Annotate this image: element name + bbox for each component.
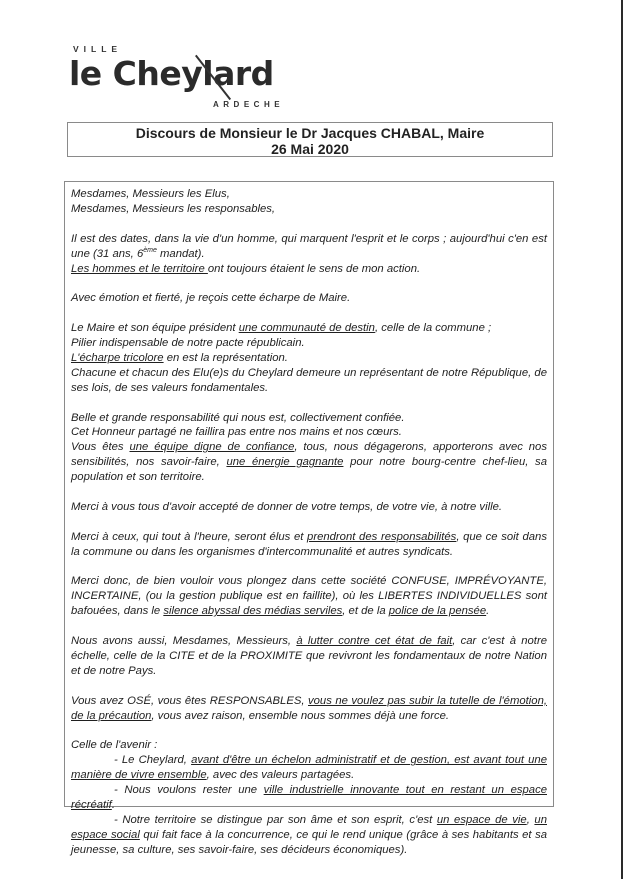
paragraph — [71, 291, 547, 306]
text: , — [526, 813, 535, 826]
underlined-text: un espace social — [71, 813, 547, 841]
greeting-line: Mesdames, Messieurs les Elus, — [71, 188, 230, 200]
text: Merci à vous tous d'avoir accepté de donner de votre temps, de votre vie, à notre ville. — [71, 500, 503, 513]
underlined-text: ville industrielle innovante tout en restant un espace récréatif — [71, 784, 547, 811]
text: Vous êtes — [71, 441, 130, 454]
paragraph — [71, 232, 547, 277]
speech-title-box — [67, 122, 553, 157]
underlined-text: une énergie gagnante — [226, 456, 344, 469]
paragraph — [71, 738, 547, 753]
logo-town-name: le Cheylard — [69, 54, 274, 93]
paragraph — [71, 500, 547, 515]
text: en est la représentation. — [163, 351, 288, 364]
text: Vous avez OSÉ, vous êtes RESPONSABLES, — [71, 694, 308, 707]
text: Chacune et chacun des Elu(e)s du Cheylard demeure un représentant de notre République, de ses lois, de ses valeurs fondamentales. — [71, 366, 547, 394]
underlined-text: police de la pensée — [388, 605, 487, 618]
paragraph — [71, 634, 547, 679]
text: , et de la — [342, 605, 389, 618]
paragraph — [71, 321, 547, 396]
underlined-text: Les hommes et le territoire — [71, 262, 208, 275]
text: ont toujours étaient le sens de mon action. — [207, 262, 421, 275]
speech-date: 26 Mai 2020 — [271, 141, 349, 157]
text: . — [111, 799, 115, 811]
text: , avec des valeurs partagées. — [206, 769, 355, 782]
text: - Le Cheylard, — [114, 754, 192, 767]
town-logo — [67, 44, 287, 114]
paragraph — [71, 530, 547, 560]
superscript: ème — [143, 246, 157, 254]
paragraph — [71, 694, 547, 724]
underlined-text: à lutter contre cet état de fait — [296, 635, 453, 648]
underlined-text: une équipe digne de confiance — [129, 441, 295, 454]
paragraph — [71, 574, 547, 619]
text: , celle de la commune ; — [374, 322, 492, 335]
logo-department-text: ARDECHE — [213, 100, 285, 109]
underlined-text: vous ne voulez pas subir la tutelle de l'émotion, de la précaution — [71, 694, 547, 722]
text: Avec émotion et fierté, je reçois cette écharpe de Maire. — [71, 292, 351, 305]
bullet-item — [71, 813, 547, 858]
bullet-item — [71, 753, 547, 783]
text: . — [486, 605, 490, 618]
text: Celle de l'avenir : — [71, 739, 158, 752]
bullet-item — [71, 783, 547, 813]
text: Le Maire et son équipe président — [71, 322, 239, 335]
text: , vous avez raison, ensemble nous sommes déjà une force. — [151, 709, 450, 722]
text: , que ce soit dans la commune ou dans les organismes d'intercommunalité et autres syndicats. — [71, 530, 547, 558]
text: qui fait face à la concurrence, ce qui le rend unique (grâce à ses habitants et sa jeunesse, sa culture, ses savoir-faire, ses décideurs économiques). — [71, 828, 548, 856]
underlined-text: un espace de vie — [436, 813, 527, 826]
text: Cet Honneur partagé ne faillira pas entre nos mains et nos cœurs. — [71, 426, 402, 439]
text: , tous, nous dégagerons, apporterons avec nos sensibilités, nos savoir-faire, — [71, 441, 547, 469]
text: Merci à ceux, qui tout à l'heure, seront élus et — [71, 530, 308, 543]
underlined-text: silence abyssal des médias serviles — [163, 605, 343, 618]
text: Il est des dates, dans la vie d'un homme, qui marquent l'esprit et le corps ; aujourd'hui c'en est une (31 ans, 6 — [71, 232, 547, 260]
text: Pilier indispensable de notre pacte républicain. — [71, 337, 305, 350]
text: Merci donc, de bien vouloir vous plongez dans cette société CONFUSE, IMPRÉVOYANTE, INCERTAINE, (ou la gestion publique est en faillite), où les LIBERTES INDIVIDUELLES sont bafouées, dans le — [71, 575, 547, 618]
text: pour notre bourg-centre chef-lieu, sa population et son territoire. — [71, 456, 547, 484]
text: - Notre territoire se distingue par son âme et son esprit, c'est — [114, 813, 437, 826]
paragraph — [71, 411, 547, 486]
underlined-text: avant d'être un échelon administratif et de gestion, est avant tout une manière de vivre ensemble — [71, 754, 547, 782]
greeting-line: Mesdames, Messieurs les responsables, — [71, 202, 276, 215]
logo-ville-text: VILLE — [73, 44, 123, 54]
underlined-text: prendront des responsabilités — [307, 530, 457, 543]
underlined-text: L'écharpe tricolore — [71, 351, 164, 364]
text: mandat). — [156, 247, 205, 260]
text: - Nous voulons rester une — [114, 784, 264, 797]
speech-title: Discours de Monsieur le Dr Jacques CHABAL, Maire — [135, 125, 485, 141]
text: Nous avons aussi, Mesdames, Messieurs, — [71, 635, 297, 648]
greeting — [71, 187, 547, 217]
speech-body — [64, 181, 554, 856]
text: , car c'est à notre échelle, celle de la CITE et de la PROXIMITE que revivront les fondamentaux de notre Nation et de notre Pays. — [71, 635, 547, 677]
text: Belle et grande responsabilité qui nous est, collectivement confiée. — [71, 411, 405, 424]
underlined-text: une communauté de destin — [238, 322, 375, 335]
